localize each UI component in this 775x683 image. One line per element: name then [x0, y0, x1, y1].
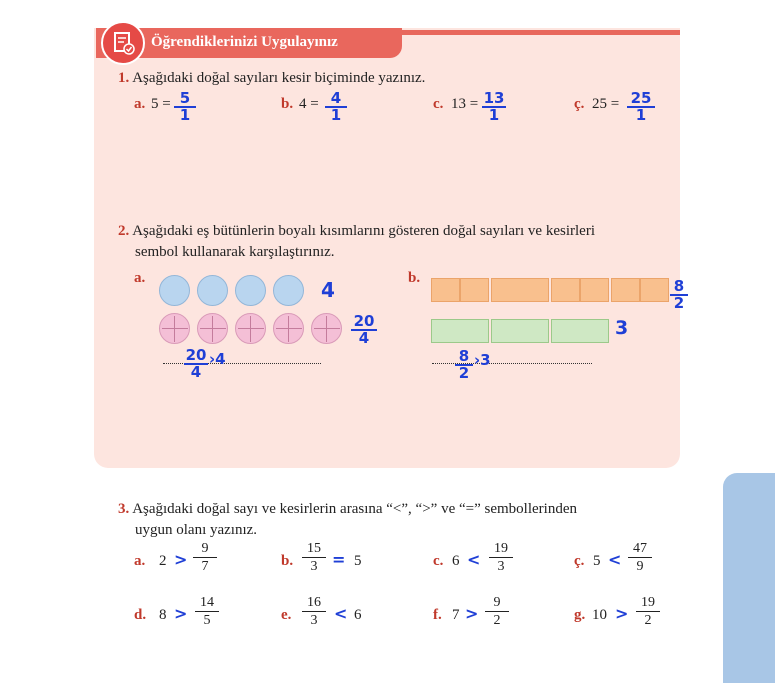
- q1-c-prompt: 13 =: [451, 96, 479, 112]
- q1-c-label: c.: [433, 96, 444, 112]
- q3-d-label: d.: [134, 607, 147, 623]
- orange-bar: [491, 278, 549, 302]
- q3-a-whole: 2: [159, 553, 167, 569]
- q1-b-label: b.: [281, 96, 294, 112]
- q3-f-sign: >: [465, 604, 479, 623]
- q3-f-whole: 7: [452, 607, 460, 623]
- question-text: Aşağıdaki doğal sayı ve kesirlerin arasına “<”, “>” ve “=” sembollerinden: [132, 501, 577, 517]
- q3-b-fraction: $\frac{15}{3}$: [302, 540, 326, 576]
- q3-d-whole: 8: [159, 607, 167, 623]
- q3-b-sign: =: [332, 550, 346, 569]
- pink-circle: [235, 313, 266, 344]
- question-2: [118, 221, 595, 242]
- question-3: [118, 499, 577, 520]
- q3-c-label: c.: [433, 553, 444, 569]
- q2-b-compare-rest: ›3: [474, 351, 491, 369]
- orange-bar-half: [611, 278, 640, 302]
- q3-a-label: a.: [134, 553, 146, 569]
- q3-g-fraction: $\frac{19}{2}$: [636, 594, 660, 630]
- q3-c-whole: 6: [452, 553, 460, 569]
- q1-c-answer: 13 1: [483, 89, 505, 124]
- orange-bar-half: [640, 278, 669, 302]
- green-bar: [431, 319, 489, 343]
- green-bar: [551, 319, 609, 343]
- q2-b-compare-fraction: 8 2: [455, 349, 473, 381]
- section-title: Öğrendiklerinizi Uygulayınız: [151, 34, 338, 50]
- pink-circle: [197, 313, 228, 344]
- q3-g-whole: 10: [592, 607, 607, 623]
- q1-b-answer: 4 1: [325, 91, 347, 123]
- orange-bar-half: [431, 278, 460, 302]
- q3-a-fraction: $\frac{9}{7}$: [193, 540, 217, 576]
- q3-d-sign: >: [174, 604, 188, 623]
- q3-a-sign: >: [174, 550, 188, 569]
- blue-circle: [159, 275, 190, 306]
- q2-a-pink-answer: 20 4: [351, 314, 377, 346]
- q2-a-compare-rest: ›4: [209, 350, 226, 368]
- blue-circle: [273, 275, 304, 306]
- q3-f-label: f.: [433, 607, 442, 623]
- pink-circle: [159, 313, 190, 344]
- q3-f-fraction: $\frac{9}{2}$: [485, 594, 509, 630]
- orange-bar-half: [551, 278, 580, 302]
- blue-circle: [235, 275, 266, 306]
- question-3-line-2: uygun olanı yazınız.: [135, 522, 258, 538]
- question-text: Aşağıdaki eş bütünlerin boyalı kısımlarını gösteren doğal sayıları ve kesirleri: [132, 223, 595, 239]
- q3-c-sign: <: [467, 550, 481, 569]
- green-bar: [491, 319, 549, 343]
- q2-b-label: b.: [408, 270, 421, 286]
- side-tab: [723, 473, 775, 683]
- q1-a-prompt: 5 =: [151, 96, 171, 112]
- q3-e-whole: 6: [354, 607, 362, 623]
- orange-bar-half: [460, 278, 489, 302]
- pink-circle: [311, 313, 342, 344]
- q3-c-cedilla-sign: <: [608, 550, 622, 569]
- q3-e-sign: <: [334, 604, 348, 623]
- question-number: 3.: [118, 501, 130, 517]
- header-rule: [400, 30, 680, 35]
- q2-a-label: a.: [134, 270, 146, 286]
- q3-c-fraction: $\frac{19}{3}$: [489, 540, 513, 576]
- q3-e-fraction: $\frac{16}{3}$: [302, 594, 326, 630]
- q3-e-label: e.: [281, 607, 292, 623]
- orange-bar-half: [580, 278, 609, 302]
- checklist-icon: [101, 21, 145, 65]
- q3-b-whole: 5: [354, 553, 362, 569]
- q2-a-compare-fraction: 20 4: [185, 346, 207, 381]
- q3-g-label: g.: [574, 607, 586, 623]
- q1-c-cedilla-answer: 25 1: [627, 91, 655, 123]
- question-text: Aşağıdaki doğal sayıları kesir biçiminde yazınız.: [132, 70, 426, 86]
- q1-a-answer: 5 1: [174, 91, 196, 123]
- q1-c-cedilla-label: ç.: [574, 96, 585, 112]
- question-1: [118, 68, 425, 89]
- q3-c-cedilla-whole: 5: [593, 553, 601, 569]
- q2-b-orange-answer: 8 2: [670, 279, 688, 311]
- question-number: 2.: [118, 223, 130, 239]
- q1-b-prompt: 4 =: [299, 96, 319, 112]
- q3-c-cedilla-fraction: $\frac{47}{9}$: [628, 540, 652, 576]
- q1-c-cedilla-prompt: 25 =: [592, 96, 620, 112]
- blue-circle: [197, 275, 228, 306]
- q3-d-fraction: $\frac{14}{5}$: [195, 594, 219, 630]
- q2-b-green-answer: 3: [615, 317, 629, 339]
- q3-c-cedilla-label: ç.: [574, 553, 585, 569]
- q3-b-label: b.: [281, 553, 294, 569]
- q3-g-sign: >: [615, 604, 629, 623]
- q1-a-label: a.: [134, 96, 146, 112]
- q2-a-blue-answer: 4: [321, 278, 335, 302]
- question-number: 1.: [118, 70, 130, 86]
- question-2-line-2: sembol kullanarak karşılaştırınız.: [135, 244, 335, 260]
- pink-circle: [273, 313, 304, 344]
